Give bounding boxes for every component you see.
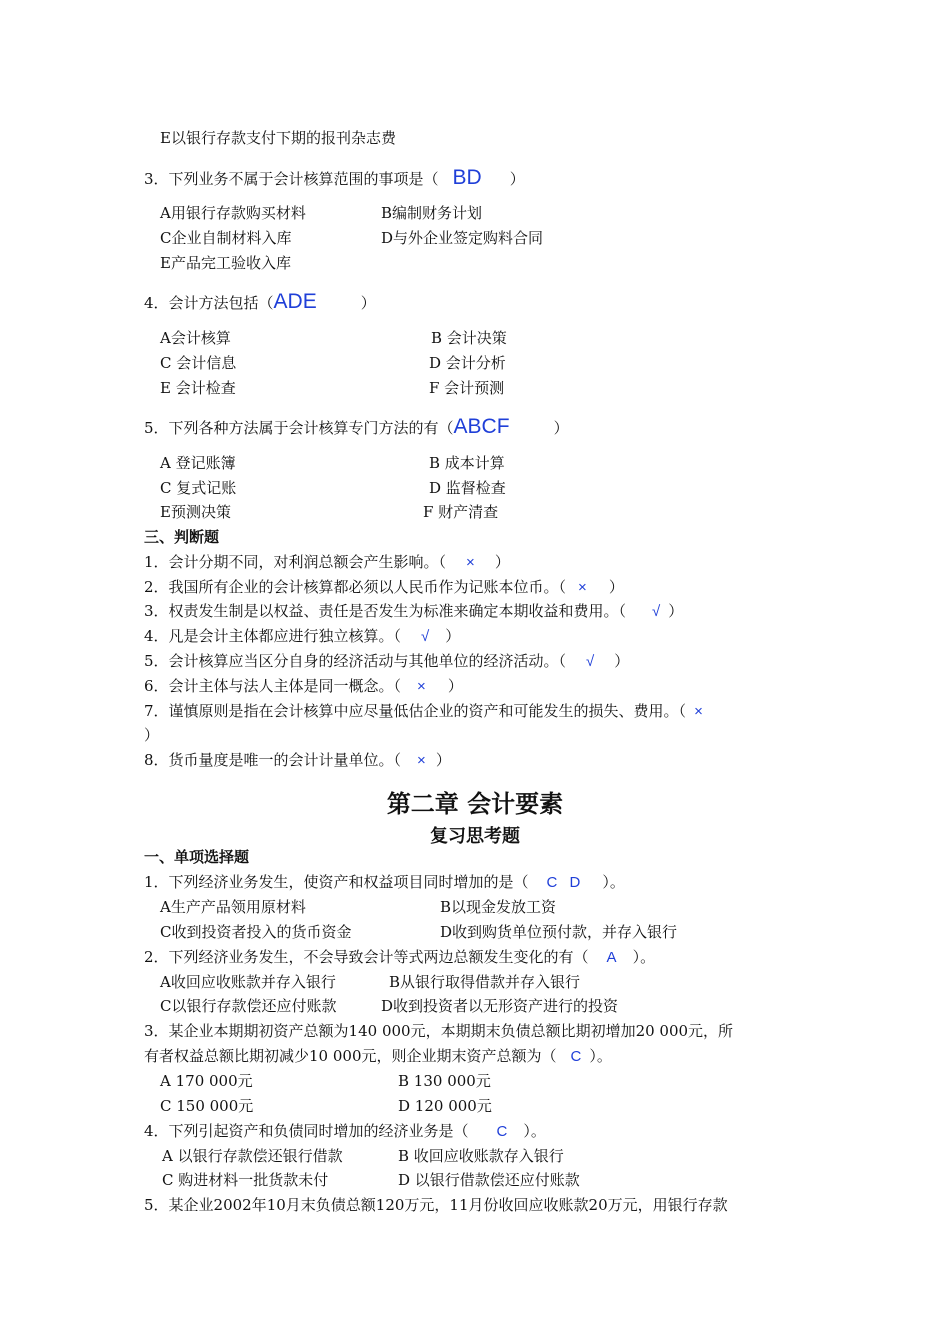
option-e: E预测决策 [160, 503, 231, 521]
option-a: A用银行存款购买材料 [160, 204, 306, 222]
judgment-mark: × [417, 752, 426, 769]
judgment-item [144, 676, 463, 697]
option-a: A会计核算 [160, 329, 231, 347]
paren-close: ） [509, 170, 525, 188]
answer-mark: C D [546, 874, 581, 891]
question-text: 有者权益总额比期初减少10 000元，则企业期末资产总额为（ [144, 1047, 557, 1065]
option-c: C 150 000元 [160, 1097, 254, 1115]
judgment-mark: × [578, 579, 587, 596]
paren-close: ）。 [523, 1122, 546, 1140]
judgment-item [144, 701, 703, 722]
option-a: A 登记账簿 [160, 454, 236, 472]
paren-close: ）。 [632, 948, 656, 966]
choice-question-1 [144, 872, 625, 893]
paren-close: ） [608, 578, 624, 596]
answer-mark: BD [452, 166, 482, 189]
answer-mark: C [496, 1123, 508, 1140]
option-b: B编制财务计划 [381, 204, 483, 222]
judgment-mark: √ [586, 653, 595, 670]
option-b: B 130 000元 [398, 1072, 491, 1090]
question-text: 3．下列业务不属于会计核算范围的事项是（ [144, 170, 439, 188]
judgment-text: 3．权责发生制是以权益、责任是否发生为标准来确定本期收益和费用。（ [144, 602, 627, 620]
judgment-text: 4．凡是会计主体都应进行独立核算。（ [144, 627, 402, 645]
judgment-item [144, 577, 624, 598]
option-b: B从银行取得借款并存入银行 [389, 973, 581, 991]
judgment-text: 7．谨慎原则是指在会计核算中应尽量低估企业的资产和可能发生的损失、费用。（ [144, 702, 687, 720]
option-c: C收到投资者投入的货币资金 [160, 923, 352, 941]
choice-question-5-line1: 5．某企业2002年10月末负债总额120万元，11月份收回应收账款20万元，用银行存款 [144, 1196, 728, 1214]
option-a: A生产产品领用原材料 [160, 898, 306, 916]
option-a: A 以银行存款偿还银行借款 [162, 1147, 343, 1165]
question-text: 4．会计方法包括（ [144, 294, 274, 312]
option-c: C以银行存款偿还应付账款 [160, 997, 337, 1015]
section-title: 三、判断题 [144, 528, 220, 546]
option-d: D 监督检查 [429, 479, 506, 497]
judgment-text: 8．货币量度是唯一的会计计量单位。（ [144, 751, 402, 769]
option-e: E 会计检查 [160, 379, 236, 397]
judgment-text: 2．我国所有企业的会计核算都必须以人民币作为记账本位币。（ [144, 578, 567, 596]
option-d: D与外企业签定购料合同 [381, 229, 544, 247]
judgment-mark: × [694, 703, 703, 720]
option-a: A收回应收账款并存入银行 [160, 973, 336, 991]
paren-close: ） [360, 294, 376, 312]
option-d: D 会计分析 [429, 354, 506, 372]
option-a: A 170 000元 [160, 1072, 253, 1090]
option-c: C 复式记账 [160, 479, 237, 497]
choice-question-2 [144, 947, 655, 968]
judgment-mark: √ [421, 628, 430, 645]
option-c: C企业自制材料入库 [160, 229, 292, 247]
option-b: B 成本计算 [429, 454, 505, 472]
paren-close: ） [494, 553, 510, 571]
option-d: D 120 000元 [398, 1097, 492, 1115]
judgment-item [144, 601, 683, 622]
chapter-subtitle: 复习思考题 [430, 826, 520, 847]
option-e-prev: E以银行存款支付下期的报刊杂志费 [160, 129, 396, 147]
judgment-item [144, 651, 629, 672]
question-text: 4．下列引起资产和负债同时增加的经济业务是（ [144, 1122, 469, 1140]
judgment-text: 5．会计核算应当区分自身的经济活动与其他单位的经济活动。（ [144, 652, 567, 670]
option-f: F 会计预测 [429, 379, 505, 397]
paren-close: ） [668, 602, 684, 620]
paren-close: ） [447, 677, 463, 695]
answer-mark: ADE [273, 290, 317, 313]
chapter-title: 第二章 会计要素 [386, 789, 564, 818]
option-b: B 会计决策 [431, 329, 507, 347]
paren-close: ） [614, 652, 630, 670]
option-b: B以现金发放工资 [440, 898, 557, 916]
answer-mark: C [570, 1048, 582, 1065]
option-f: F 财产清查 [423, 503, 499, 521]
option-b: B 收回应收账款存入银行 [398, 1147, 564, 1165]
option-e: E产品完工验收入库 [160, 254, 291, 272]
judgment-text: 6．会计主体与法人主体是同一概念。（ [144, 677, 402, 695]
judgment-item [144, 626, 460, 647]
question-text: 5．下列各种方法属于会计核算专门方法的有（ [144, 419, 454, 437]
paren-close: ） [553, 419, 569, 437]
choice-question-3-line2 [144, 1046, 612, 1067]
judgment-item [144, 750, 451, 771]
paren-close-wrapped: ） [144, 726, 160, 744]
question-text: 1．下列经济业务发生，使资产和权益项目同时增加的是（ [144, 873, 529, 891]
answer-mark: A [606, 949, 617, 966]
judgment-text: 1．会计分期不同，对利润总额会产生影响。（ [144, 553, 447, 571]
question-4 [144, 292, 376, 313]
choice-question-3-line1: 3．某企业本期期初资产总额为140 000元，本期期末负债总额比期初增加20 000元，所 [144, 1022, 734, 1040]
paren-close: ） [435, 751, 451, 769]
option-c: C 会计信息 [160, 354, 237, 372]
question-3 [144, 168, 525, 189]
option-d: D收到购货单位预付款，并存入银行 [440, 923, 678, 941]
question-5 [144, 417, 569, 438]
option-d: D 以银行借款偿还应付账款 [398, 1171, 580, 1189]
paren-close: ）。 [589, 1047, 612, 1065]
question-text: 2．下列经济业务发生，不会导致会计等式两边总额发生变化的有（ [144, 948, 589, 966]
option-c: C 购进材料一批货款未付 [162, 1171, 329, 1189]
answer-mark: ABCF [453, 415, 510, 438]
judgment-mark: √ [652, 603, 661, 620]
paren-close: ） [445, 627, 461, 645]
judgment-mark: × [417, 678, 426, 695]
judgment-item [144, 552, 510, 573]
option-d: D收到投资者以无形资产进行的投资 [381, 997, 619, 1015]
paren-close: ）。 [602, 873, 625, 891]
judgment-mark: × [466, 554, 475, 571]
section-title: 一、单项选择题 [144, 848, 250, 866]
choice-question-4 [144, 1121, 546, 1142]
